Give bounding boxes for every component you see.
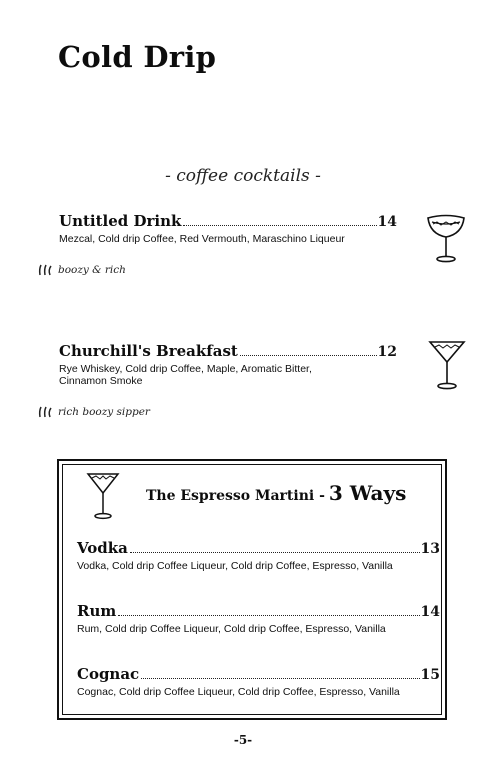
variant-name: Rum	[77, 602, 117, 620]
leaf-icon	[38, 264, 52, 276]
dot-leader	[183, 225, 376, 226]
variant-name: Cognac	[77, 665, 140, 683]
dot-leader	[240, 355, 377, 356]
drink-churchills-breakfast	[59, 342, 397, 387]
title-ways: 3 Ways	[328, 481, 407, 505]
drink-ingredients-line1: Rye Whiskey, Cold drip Coffee, Maple, Aromatic Bitter,	[59, 363, 312, 375]
drink-price: 12	[377, 344, 397, 360]
drink-name: Churchill's Breakfast	[59, 342, 238, 360]
drink-tag	[38, 264, 126, 276]
variant-rum	[77, 602, 440, 635]
variant-ingredients: Cognac, Cold drip Coffee Liqueur, Cold drip Coffee, Espresso, Vanilla	[77, 686, 400, 698]
drink-line	[77, 602, 440, 620]
page-title: Cold Drip	[58, 40, 217, 74]
drink-name: Untitled Drink	[59, 212, 182, 230]
tag-text: rich boozy sipper	[58, 406, 150, 418]
variant-ingredients: Vodka, Cold drip Coffee Liqueur, Cold drip Coffee, Espresso, Vanilla	[77, 560, 393, 572]
variant-price: 14	[420, 604, 440, 620]
drink-line	[77, 665, 440, 683]
variant-price: 15	[420, 667, 440, 683]
drink-line	[59, 342, 397, 360]
variant-ingredients: Rum, Cold drip Coffee Liqueur, Cold drip Coffee, Espresso, Vanilla	[77, 623, 386, 635]
variant-price: 13	[420, 541, 440, 557]
leaf-icon	[38, 406, 52, 418]
drink-price: 14	[377, 214, 397, 230]
title-main: The Espresso Martini -	[146, 488, 325, 504]
section-heading: - coffee cocktails -	[165, 166, 321, 186]
espresso-martini-title	[146, 481, 406, 505]
drink-line	[59, 212, 397, 230]
page-number: -5-	[233, 733, 253, 747]
variant-cognac	[77, 665, 440, 698]
dot-leader	[118, 615, 419, 616]
drink-ingredients: Mezcal, Cold drip Coffee, Red Vermouth, Maraschino Liqueur	[59, 233, 345, 245]
martini-glass-icon	[427, 338, 467, 392]
martini-glass-icon	[86, 470, 120, 522]
dot-leader	[130, 552, 420, 553]
variant-vodka	[77, 539, 440, 572]
drink-line	[77, 539, 440, 557]
drink-ingredients-line2: Cinnamon Smoke	[59, 375, 143, 387]
variant-name: Vodka	[77, 539, 128, 557]
drink-untitled	[59, 212, 397, 245]
coupe-glass-icon	[425, 212, 467, 264]
dot-leader	[141, 678, 419, 679]
drink-tag	[38, 406, 150, 418]
tag-text: boozy & rich	[58, 264, 126, 276]
